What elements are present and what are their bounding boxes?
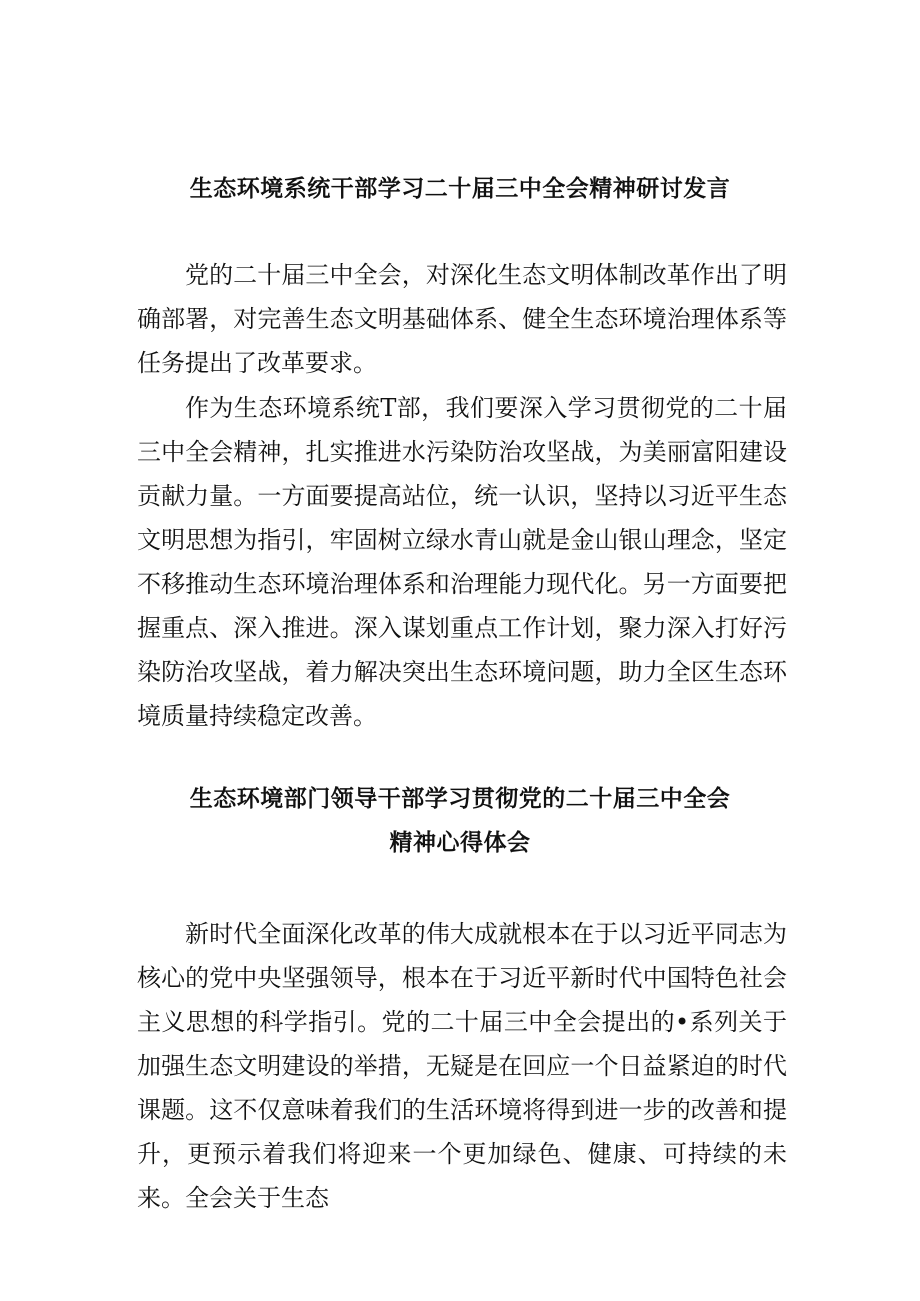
section2-title-line2: 精神心得体会 — [389, 830, 531, 856]
section2-paragraph-1: 新时代全面深化改革的伟大成就根本在于以习近平同志为核心的党中央坚强领导，根本在于习近平新时代中国特色社会主义思想的科学指引。党的二十届三中全会提出的•系列关于加强生态文明建设的举措，无疑是在回应一个日益紧迫的时代课题。这不仅意味着我们的生活环境将得到进一步的改善和提升，更预示着我们将迎来一个更加绿色、健康、可持续的未来。全会关于生态 — [137, 920, 787, 1212]
section1-paragraph-1: 党的二十届三中全会，对深化生态文明体制改革作出了明确部署，对完善生态文明基础体系、健全生态环境治理体系等任务提出了改革要求。 — [137, 261, 787, 377]
section2-title — [0, 777, 920, 865]
section1-paragraph-2: 作为生态环境系统T部，我们要深入学习贯彻党的二十届三中全会精神，扎实推进水污染防治攻坚战，为美丽富阳建设贡献力量。一方面要提高站位，统一认识，坚持以习近平生态文明思想为指引，牢固树立绿水青山就是金山银山理念，坚定不移推动生态环境治理体系和治理能力现代化。另一方面要把握重点、深入推进。深入谋划重点工作计划，聚力深入打好污染防治攻坚战，着力解决突出生态环境问题，助力全区生态环境质量持续稳定改善。 — [137, 394, 787, 730]
section1-title: 生态环境系统干部学习二十届三中全会精神研讨发言 — [189, 176, 731, 202]
section2-title-line1: 生态环境部门领导干部学习贯彻党的二十届三中全会 — [189, 786, 731, 812]
